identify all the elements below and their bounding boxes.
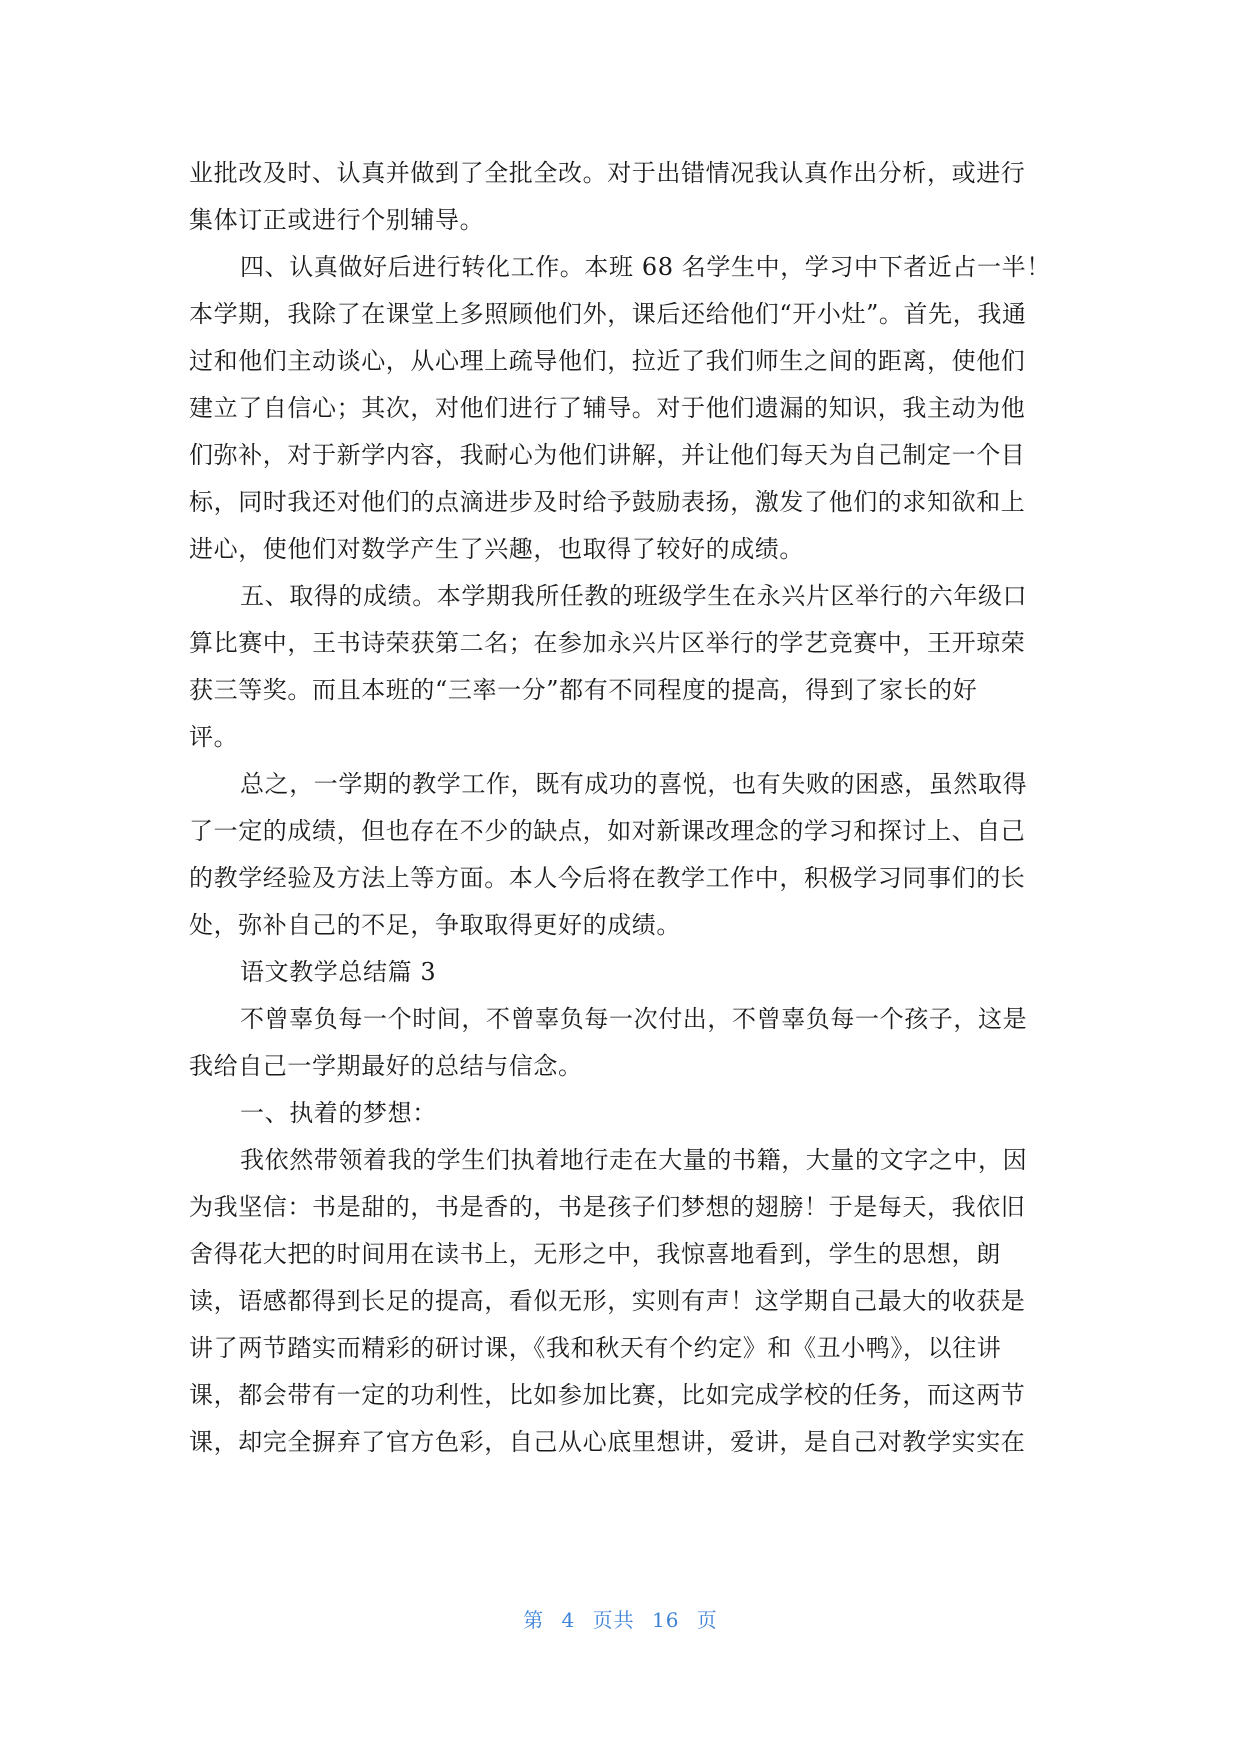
text-line: 业批改及时、认真并做到了全批全改。对于出错情况我认真作出分析，或进行 xyxy=(189,159,1026,187)
page-number-footer: 第 4 页共 16 页 xyxy=(523,1608,718,1632)
text-line: 了一定的成绩，但也存在不少的缺点，如对新课改理念的学习和探讨上、自己 xyxy=(189,817,1026,845)
text-line: 舍得花大把的时间用在读书上，无形之中，我惊喜地看到，学生的思想，朗 xyxy=(189,1240,1001,1268)
text-line: 标，同时我还对他们的点滴进步及时给予鼓励表扬，激发了他们的求知欲和上 xyxy=(189,488,1026,516)
text-line: 进心，使他们对数学产生了兴趣，也取得了较好的成绩。 xyxy=(189,535,804,563)
text-line: 讲了两节踏实而精彩的研讨课，《我和秋天有个约定》和《丑小鸭》，以往讲 xyxy=(189,1334,1002,1362)
text-line: 算比赛中，王书诗荣获第二名；在参加永兴片区举行的学艺竞赛中，王开琼荣 xyxy=(189,629,1026,657)
paragraph-start-line: 总之，一学期的教学工作，既有成功的喜悦，也有失败的困惑，虽然取得 xyxy=(240,770,1028,798)
text-line: 读，语感都得到长足的提高，看似无形，实则有声！这学期自己最大的收获是 xyxy=(189,1287,1026,1315)
text-line: 为我坚信：书是甜的，书是香的，书是孩子们梦想的翅膀！于是每天，我依旧 xyxy=(189,1193,1026,1221)
text-line: 课，却完全摒弃了官方色彩，自己从心底里想讲，爱讲，是自己对教学实实在 xyxy=(189,1428,1026,1456)
document-body xyxy=(189,150,1050,1466)
section-heading: 语文教学总结篇 3 xyxy=(240,958,437,986)
text-line: 本学期，我除了在课堂上多照顾他们外，课后还给他们“开小灶”。首先，我通 xyxy=(189,300,1027,328)
text-line: 建立了自信心；其次，对他们进行了辅导。对于他们遗漏的知识，我主动为他 xyxy=(189,394,1026,422)
text-line: 获三等奖。而且本班的“三率一分”都有不同程度的提高，得到了家长的好 xyxy=(189,676,978,704)
paragraph-start-line: 我依然带领着我的学生们执着地行走在大量的书籍，大量的文字之中，因 xyxy=(240,1146,1028,1174)
paragraph-start-line: 四、认真做好后进行转化工作。本班 68 名学生中，学习中下者近占一半！ xyxy=(240,253,1051,281)
text-line: 集体订正或进行个别辅导。 xyxy=(189,206,485,234)
paragraph-start-line: 不曾辜负每一个时间，不曾辜负每一次付出，不曾辜负每一个孩子，这是 xyxy=(240,1005,1028,1033)
text-line: 们弥补，对于新学内容，我耐心为他们讲解，并让他们每天为自己制定一个目 xyxy=(189,441,1026,469)
text-line: 过和他们主动谈心，从心理上疏导他们，拉近了我们师生之间的距离，使他们 xyxy=(189,347,1026,375)
subsection-heading: 一、执着的梦想： xyxy=(240,1099,437,1127)
text-line: 处，弥补自己的不足，争取取得更好的成绩。 xyxy=(189,911,681,939)
text-line: 的教学经验及方法上等方面。本人今后将在教学工作中，积极学习同事们的长 xyxy=(189,864,1026,892)
text-line: 课，都会带有一定的功利性，比如参加比赛，比如完成学校的任务，而这两节 xyxy=(189,1381,1026,1409)
text-line: 我给自己一学期最好的总结与信念。 xyxy=(189,1052,583,1080)
text-line: 评。 xyxy=(189,723,239,751)
paragraph-start-line: 五、取得的成绩。本学期我所任教的班级学生在永兴片区举行的六年级口 xyxy=(240,582,1028,610)
